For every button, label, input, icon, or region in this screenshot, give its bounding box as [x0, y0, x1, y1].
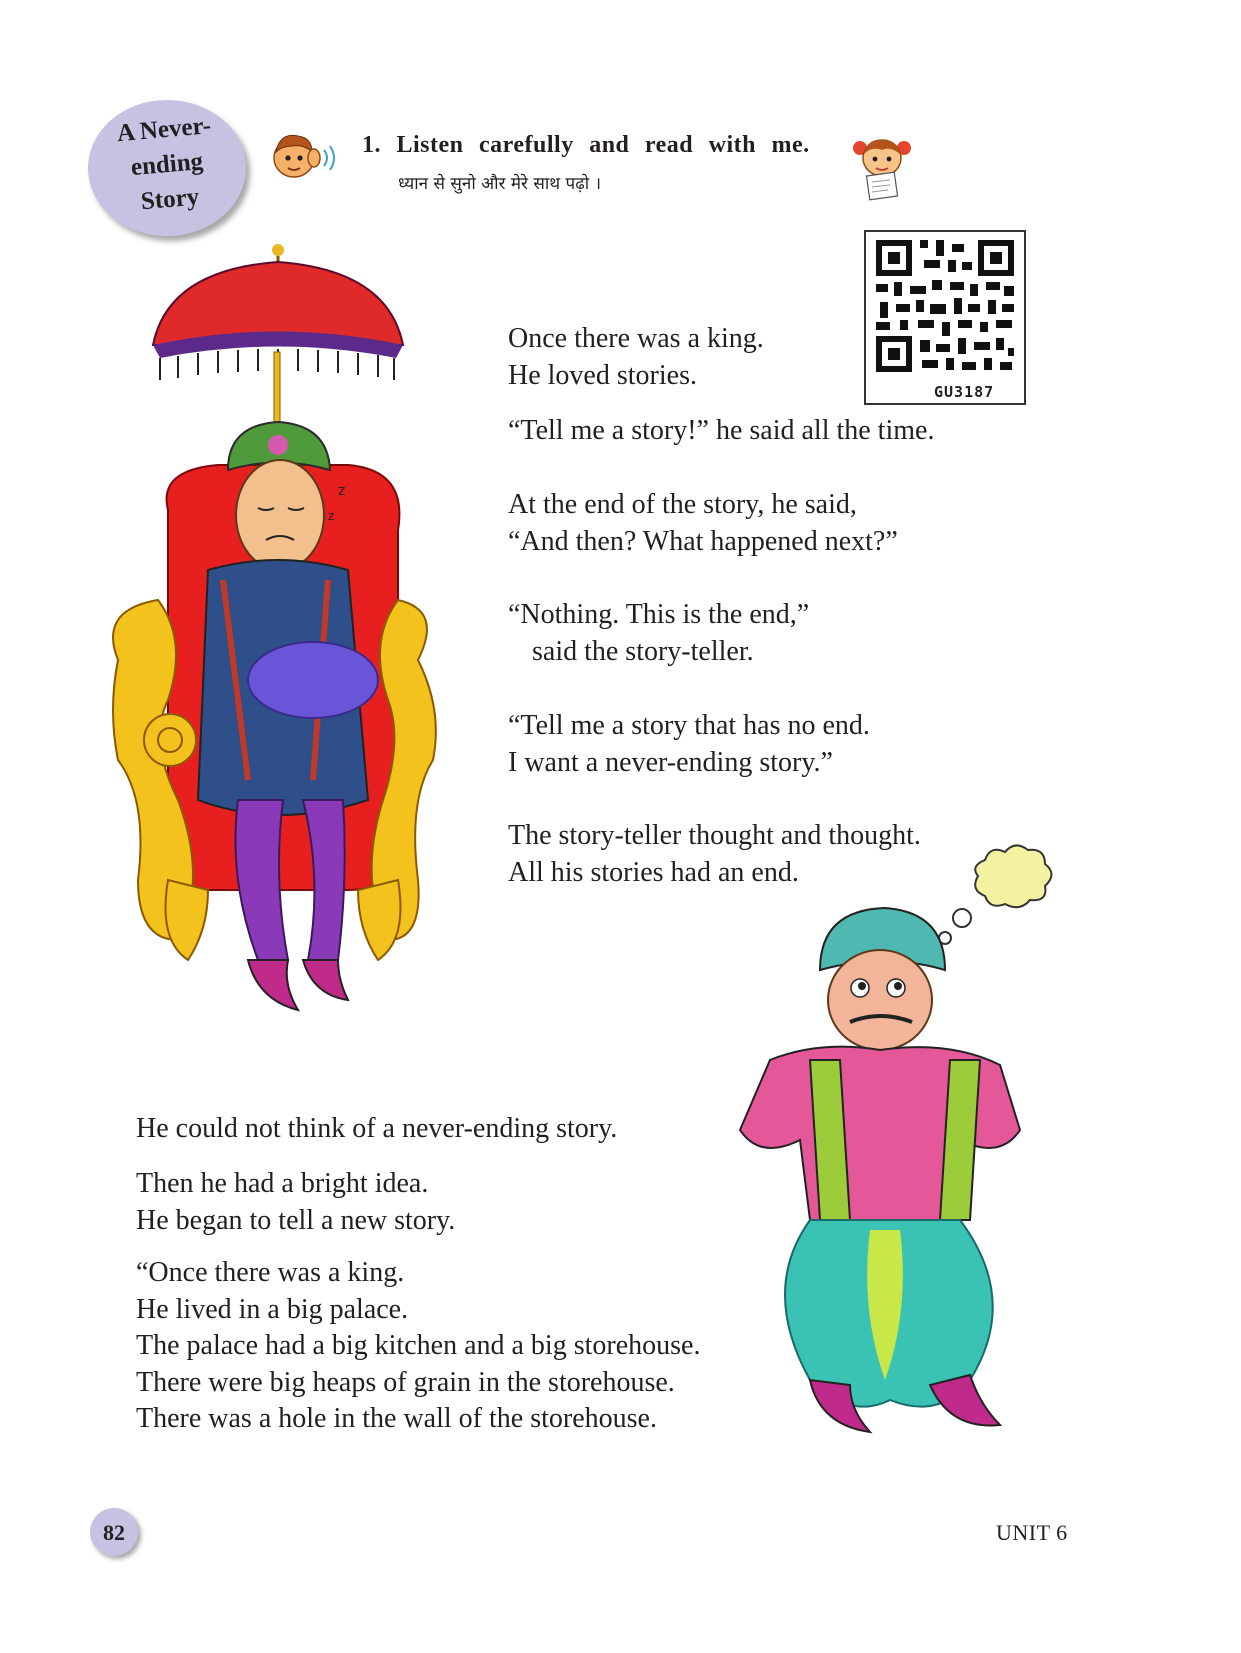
lesson-title [98, 107, 237, 223]
story-line: Once there was a king. [508, 323, 764, 354]
story-line: He began to tell a new story. [136, 1204, 456, 1236]
story-line: “And then? What happened next?” [508, 525, 898, 557]
story-paragraph [136, 1255, 700, 1438]
qr-pattern-icon [866, 232, 1024, 378]
story-line: said the story-teller. [532, 635, 754, 667]
story-line: He loved stories. [508, 359, 697, 391]
qr-code[interactable] [864, 230, 1026, 405]
listening-boy-icon [270, 128, 340, 182]
page-number: 82 [103, 1520, 125, 1545]
reading-girl-icon [850, 132, 914, 202]
story-paragraph [508, 818, 921, 891]
story-line: He could not think of a never-ending story. [136, 1113, 618, 1144]
story-line: All his stories had an end. [508, 856, 799, 888]
story-paragraph [136, 1166, 455, 1239]
story-line: There was a hole in the wall of the storehouse. [136, 1403, 657, 1434]
story-line: “Once there was a king. [136, 1257, 405, 1288]
story-line: Then he had a bright idea. [136, 1168, 429, 1199]
story-paragraph [508, 708, 870, 781]
story-line: “Tell me a story that has no end. [508, 710, 870, 741]
lesson-title-line: A Never- [115, 112, 213, 148]
story-paragraph [508, 597, 809, 670]
lesson-title-line: ending [129, 147, 205, 182]
story-paragraph [136, 1111, 617, 1148]
story-line: “Nothing. This is the end,” [508, 599, 810, 630]
story-paragraph [508, 413, 934, 450]
unit-label: UNIT 6 [996, 1520, 1068, 1545]
story-line: The story-teller thought and thought. [508, 820, 921, 851]
sleeping-king-illustration [98, 240, 458, 1060]
story-paragraph [508, 321, 764, 394]
story-line: At the end of the story, he said, [508, 489, 857, 520]
instruction-hindi: ध्यान से सुनो और मेरे साथ पढ़ो । [398, 174, 602, 194]
story-teller-illustration [700, 840, 1090, 1480]
qr-code-label: GU3187 [934, 383, 995, 401]
story-line: “Tell me a story!” he said all the time. [508, 415, 935, 446]
story-line: I want a never-ending story.” [508, 746, 833, 778]
svg-text:z: z [338, 483, 346, 499]
lesson-title-line: Story [139, 183, 201, 216]
story-line: He lived in a big palace. [136, 1293, 409, 1325]
svg-text:z: z [328, 509, 335, 523]
instruction-english: 1. Listen carefully and read with me. [362, 132, 810, 158]
story-paragraph [508, 487, 898, 560]
story-line: There were big heaps of grain in the storehouse. [136, 1366, 675, 1398]
story-line: The palace had a big kitchen and a big storehouse. [136, 1330, 701, 1361]
